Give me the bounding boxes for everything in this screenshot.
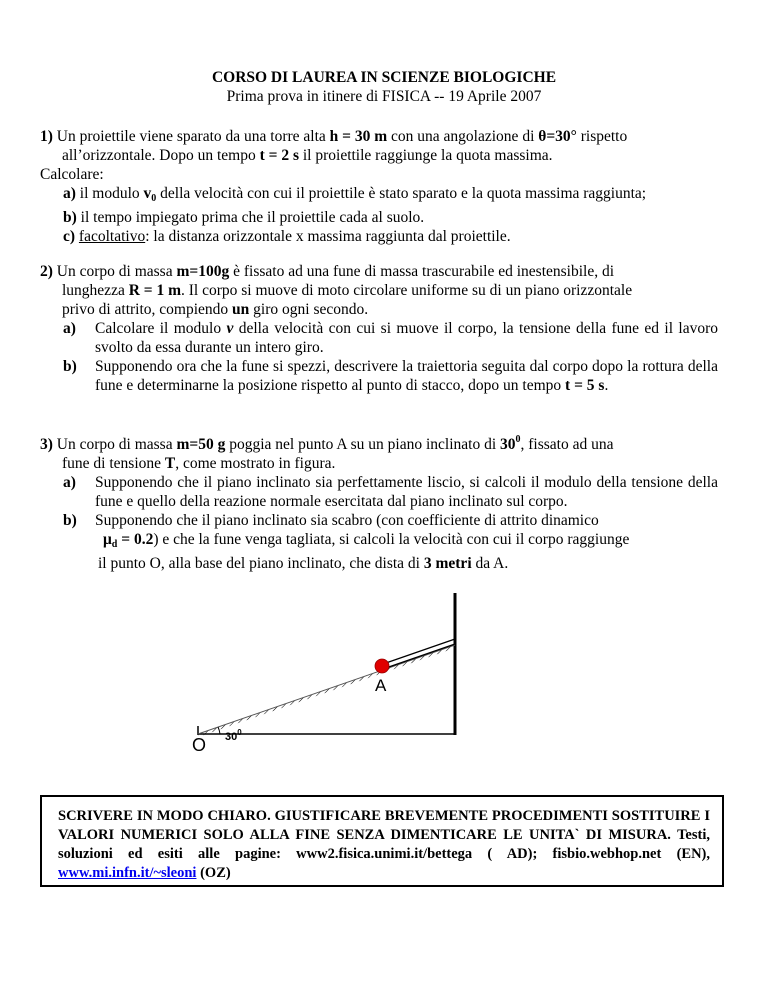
problem-3-line-2	[40, 454, 730, 473]
angle-label	[225, 723, 242, 747]
point-o-label: O	[192, 735, 207, 755]
instructions-tail: (OZ)	[196, 865, 231, 881]
text: il tempo impiegato prima che il proiettile cada al suolo.	[76, 209, 425, 226]
text: Supponendo che il piano inclinato sia scabro (con coefficiente di attrito dinamico	[95, 512, 599, 529]
v0-subscript: 0	[151, 193, 157, 204]
mass-value: m=100g	[176, 263, 230, 280]
problem-1	[40, 127, 730, 246]
incline-angle: 30	[500, 436, 516, 453]
problem-1-number: 1)	[40, 128, 53, 145]
problem-3-item-b-line-3	[40, 554, 730, 573]
item-label: a)	[63, 320, 76, 337]
problem-2-line-3	[40, 300, 730, 319]
text: . Il corpo si muove di moto circolare uniforme su di un piano orizzontale	[181, 282, 633, 299]
text: privo di attrito, compiendo	[62, 301, 233, 318]
item-label: b)	[63, 512, 77, 529]
text: giro ogni secondo.	[249, 301, 369, 318]
text: da A.	[471, 555, 509, 572]
problem-2-number: 2)	[40, 263, 53, 280]
text: rispetto	[576, 128, 628, 145]
incline-line	[198, 645, 455, 734]
problem-1-line-2	[40, 146, 730, 165]
sleoni-link[interactable]: www.mi.infn.it/~sleoni	[58, 865, 197, 881]
friction-value: = 0.2	[117, 531, 154, 548]
height-value: h = 30 m	[329, 128, 388, 145]
problem-1-item-c	[40, 227, 730, 246]
problem-3-number: 3)	[40, 436, 53, 453]
text: lunghezza	[62, 282, 129, 299]
angle-label-value: 30	[225, 731, 238, 743]
item-label: a)	[63, 185, 76, 202]
mass-ball	[375, 659, 389, 673]
text: Supponendo che il piano inclinato sia perfettamente liscio, si calcoli il modulo della tensione della fune e quello della reazione normale esercitata dal piano inclinato sul corpo.	[95, 474, 718, 510]
problem-2-item-a	[40, 319, 730, 357]
text: Supponendo ora che la fune si spezzi, descrivere la traiettoria seguita dal corpo dopo la rottura della fune e determinarne la posizione rispetto al punto di stacco, dopo un tempo	[95, 358, 718, 394]
problem-3-item-b	[40, 511, 730, 530]
text: il modulo	[75, 185, 144, 202]
tension-symbol: T	[164, 455, 176, 472]
text: all’orizzontale. Dopo un tempo	[62, 147, 260, 164]
text: il punto O, alla base del piano inclinato, che dista di	[98, 555, 424, 572]
text: Calcolare il modulo	[95, 320, 227, 337]
instructions-text: SCRIVERE IN MODO CHIARO. GIUSTIFICARE BREVEMENTE PROCEDIMENTI SOSTITUIRE I VALORI NUMERICI SOLO ALLA FINE SENZA DIMENTICARE LE UNITA` DI MISURA. Testi, soluzioni ed esiti alle pagine: www2.fisica.unimi.it/bettega ( AD); fisbio.webhop.net (EN),	[58, 808, 710, 862]
point-a-label: A	[375, 676, 387, 695]
optional-label: facoltativo	[78, 228, 146, 245]
exam-header	[0, 68, 768, 106]
mu-symbol: μ	[103, 531, 112, 548]
problem-1-line-1	[40, 127, 730, 146]
v0-symbol: v	[143, 185, 152, 202]
text: è fissato ad una fune di massa trascurabile ed inestensibile, di	[229, 263, 615, 280]
problem-1-item-b	[40, 208, 730, 227]
inclined-plane-diagram	[190, 590, 470, 780]
rope-line-bottom	[383, 644, 455, 669]
radius-value: R = 1 m	[128, 282, 182, 299]
text: poggia nel punto A su un piano inclinato di	[225, 436, 501, 453]
problem-2-line-1	[40, 262, 730, 281]
text: con una angolazione di	[387, 128, 539, 145]
text: , fissato ad una	[520, 436, 614, 453]
text: della velocità con cui si muove il corpo, la tensione della fune ed il lavoro svolto da essa durante un intero giro.	[95, 320, 718, 356]
problem-2	[40, 262, 730, 395]
exam-subtitle: Prima prova in itinere di FISICA -- 19 Aprile 2007	[226, 88, 542, 105]
text: .	[604, 377, 609, 394]
bold-un: un	[232, 301, 250, 318]
inclined-plane-figure	[190, 590, 470, 780]
time-value: t = 2 s	[259, 147, 299, 164]
angle-label-sup: 0	[237, 728, 242, 737]
problem-2-item-b	[40, 357, 730, 395]
degree-sup: 0	[515, 434, 521, 445]
course-title: CORSO DI LAUREA IN SCIENZE BIOLOGICHE	[211, 69, 557, 86]
text: : la distanza orizzontale x massima raggiunta dal proiettile.	[145, 228, 511, 245]
item-label: b)	[63, 358, 77, 375]
text: fune di tensione	[62, 455, 165, 472]
text: della velocità con cui il proiettile è stato sparato e la quota massima raggiunta;	[156, 185, 647, 202]
item-label: c)	[63, 228, 76, 245]
text: il proiettile raggiunge la quota massima.	[298, 147, 553, 164]
distance-value: 3 metri	[423, 555, 472, 572]
text: Un proiettile viene sparato da una torre alta	[52, 128, 330, 145]
calcolare-label: Calcolare:	[40, 166, 104, 183]
item-label: b)	[63, 209, 77, 226]
text: , come mostrato in figura.	[175, 455, 336, 472]
instructions-box	[40, 795, 724, 887]
text: Un corpo di massa	[52, 263, 177, 280]
text: ) e che la fune venga tagliata, si calcoli la velocità con cui il corpo raggiunge	[153, 531, 630, 548]
problem-3	[40, 430, 730, 573]
angle-value: θ=30°	[538, 128, 577, 145]
problem-3-item-a	[40, 473, 730, 511]
problem-1-item-a	[40, 184, 730, 208]
time-value: t = 5 s	[565, 377, 605, 394]
mu-subscript: d	[111, 539, 118, 550]
problem-3-item-b-line-2	[40, 530, 730, 554]
item-label: a)	[63, 474, 76, 491]
problem-3-line-1	[40, 430, 730, 454]
text: Un corpo di massa	[52, 436, 177, 453]
problem-2-line-2	[40, 281, 730, 300]
mass-value: m=50 g	[176, 436, 226, 453]
v-symbol: v	[226, 320, 234, 337]
